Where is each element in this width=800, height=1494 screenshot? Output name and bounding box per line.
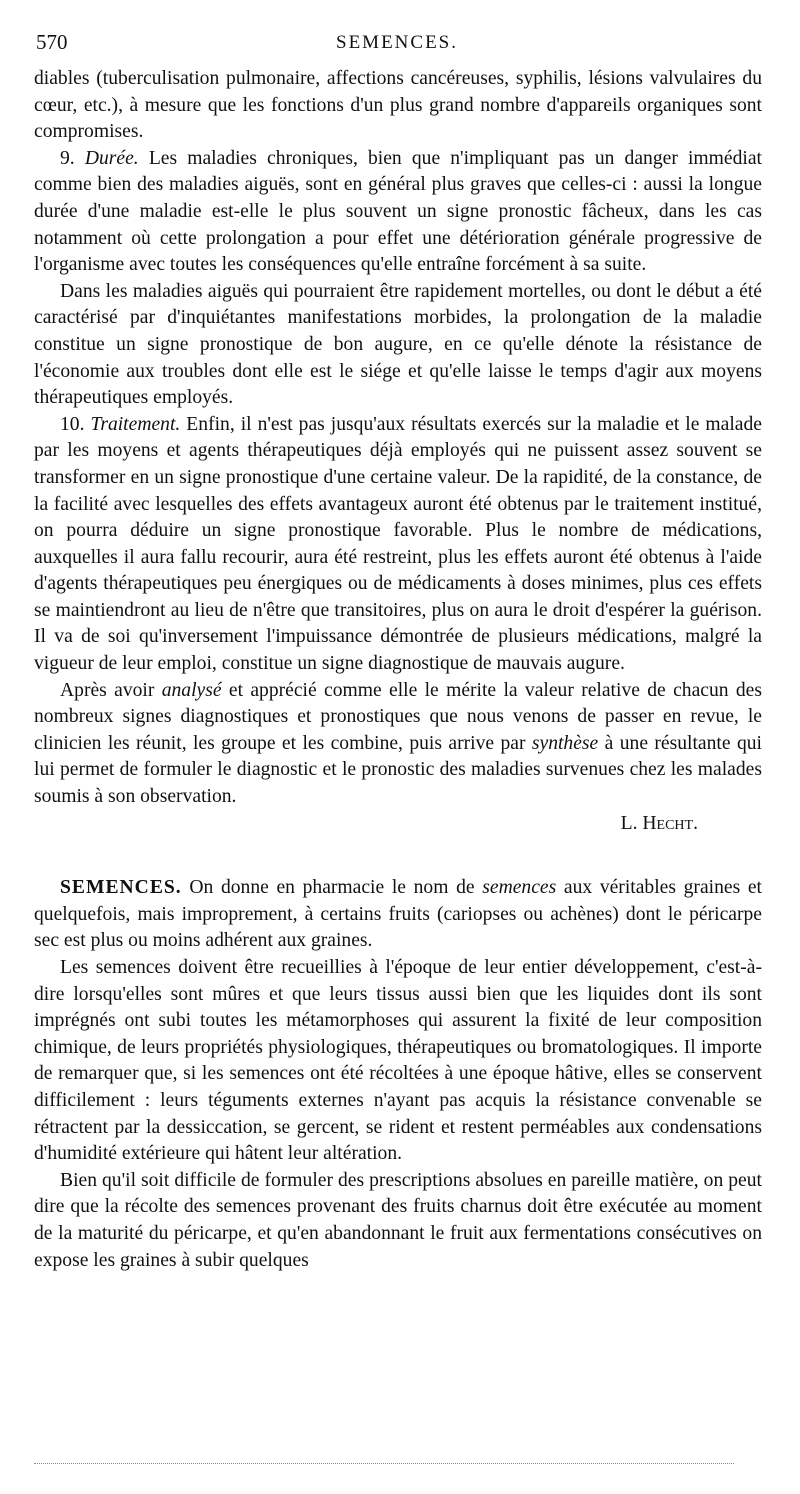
body-text bbox=[34, 66, 762, 1274]
paragraph-maladies-aigues: Dans les maladies aiguës qui pourraient être rapidement mortelles, ou dont le début a été caractérisé par d'inquiétantes manifestations morbides, la prolongation de la maladie constitue un signe pronostique de bon augure, en ce qu'elle dénote la résistance de l'économie aux troubles dont elle est le siége et qu'elle laisse le temps d'agir aux moyens thérapeutiques employés. bbox=[34, 280, 762, 409]
text-run: On donne en pharmacie le nom de bbox=[181, 877, 483, 899]
text-run: Après avoir bbox=[60, 679, 162, 701]
text-run: à une résultante qui lui permet de formuler le diagnostic et le pronostic des maladies survenues chez les malades soumis à son observation. bbox=[34, 732, 762, 808]
paragraph-recolte: Les semences doivent être recueillies à l'époque de leur entier développement, c'est-à-dire lorsqu'elles sont mûres et que leurs tissus aussi bien que les liquides dont ils sont imprégnés ont subi toutes les métamorphoses qui assurent la fixité de leur composition chimique, de leurs propriétés physiologiques, thérapeutiques ou bromatologiques. Il importe de remarquer que, si les semences ont été récoltées à une époque hâtive, elles se conservent difficilement : leurs téguments externes n'ayant pas acquis la résistance convenable se rétractent par la dessiccation, se gercent, se rident et restent perméables aux condensations d'humidité extérieure qui hâtent leur altération. bbox=[34, 957, 762, 1165]
paragraph-duree bbox=[34, 146, 762, 279]
paragraph-text: Enfin, il n'est pas jusqu'aux résultats exercés sur la maladie et le malade par les moyens et agents thérapeutiques déjà employés qui ne puissent assez souvent se transformer en un signe pronostique d'une certaine valeur. De la rapidité, de la constance, de la facilité avec lesquelles des effets avantageux auront été obtenus par le traitement institué, on pourra déduire un signe pronostique favorable. Plus le nombre de médications, auxquelles il aura fallu recourir, aura été restreint, plus les effets auront été obtenus à l'aide d'agents thérapeutiques peu énergiques ou de médicaments à doses minimes, plus ces effets se maintiendront au lieu de n'être que transitoires, plus on aura le droit d'espérer la guérison. Il va de soi qu'inversement l'impuissance démontrée de plusieurs médications, malgré la vigueur de leur emploi, constitue un signe diagnostique de mauvais augure. bbox=[34, 413, 762, 675]
paragraph-text: Les maladies chroniques, bien que n'impliquant pas un danger immédiat comme bien des maladies aiguës, sont en général plus graves que celles-ci : aussi la longue durée d'une maladie est-elle le plus souvent un signe pronostic fâcheux, dans les cas notamment où cette prolongation a pour effet une détérioration générale progressive de l'organisme avec toutes les conséquences qu'elle entraîne forcément à sa suite. bbox=[34, 147, 762, 276]
text-run: et apprécié comme elle le mérite la valeur relative de chacun des nombreux signes diagnostiques et pronostiques que nous venons de passer en revue, le clinicien les réunit, les groupe et les combine, puis arrive par bbox=[34, 679, 762, 754]
italic-semences: semences bbox=[482, 877, 557, 899]
author-signature bbox=[34, 811, 762, 838]
paragraph-traitement bbox=[34, 412, 762, 678]
italic-analyse: analysé bbox=[161, 679, 222, 701]
section-number: 9. bbox=[60, 147, 75, 169]
running-head: SEMENCES. bbox=[336, 32, 458, 53]
article-separator bbox=[34, 837, 762, 875]
paragraph-continuation: diables (tuberculisation pulmonaire, affections cancéreuses, syphilis, lésions valvulaires du cœur, etc.), à mesure que les fonctions d'un plus grand nombre d'appareils organiques sont compromises. bbox=[34, 68, 762, 143]
paragraph-synthese bbox=[34, 678, 762, 811]
author-name: L. Hecht. bbox=[620, 812, 698, 834]
page-header bbox=[36, 30, 758, 60]
section-heading-duree: Durée. bbox=[84, 147, 139, 169]
page-number: 570 bbox=[36, 30, 68, 54]
entry-heading: SEMENCES. bbox=[60, 877, 182, 899]
footer-rule bbox=[34, 1463, 734, 1464]
italic-synthese: synthèse bbox=[531, 732, 599, 754]
text-run: aux véritables graines et quelquefois, mais improprement, à certains fruits (cariopses ou achènes) dont le péricarpe sec est plus ou moins adhérent aux graines. bbox=[34, 877, 762, 952]
section-number: 10. bbox=[60, 413, 85, 435]
section-heading-traitement: Traitement. bbox=[90, 413, 181, 435]
entry-semences-intro bbox=[34, 875, 762, 955]
paragraph-prescriptions: Bien qu'il soit difficile de formuler des prescriptions absolues en pareille matière, on peut dire que la récolte des semences provenant des fruits charnus doit être exécutée au moment de la maturité du péricarpe, et qu'en abandonnant le fruit aux fermentations consécutives on expose les graines à subir quelques bbox=[34, 1169, 762, 1271]
